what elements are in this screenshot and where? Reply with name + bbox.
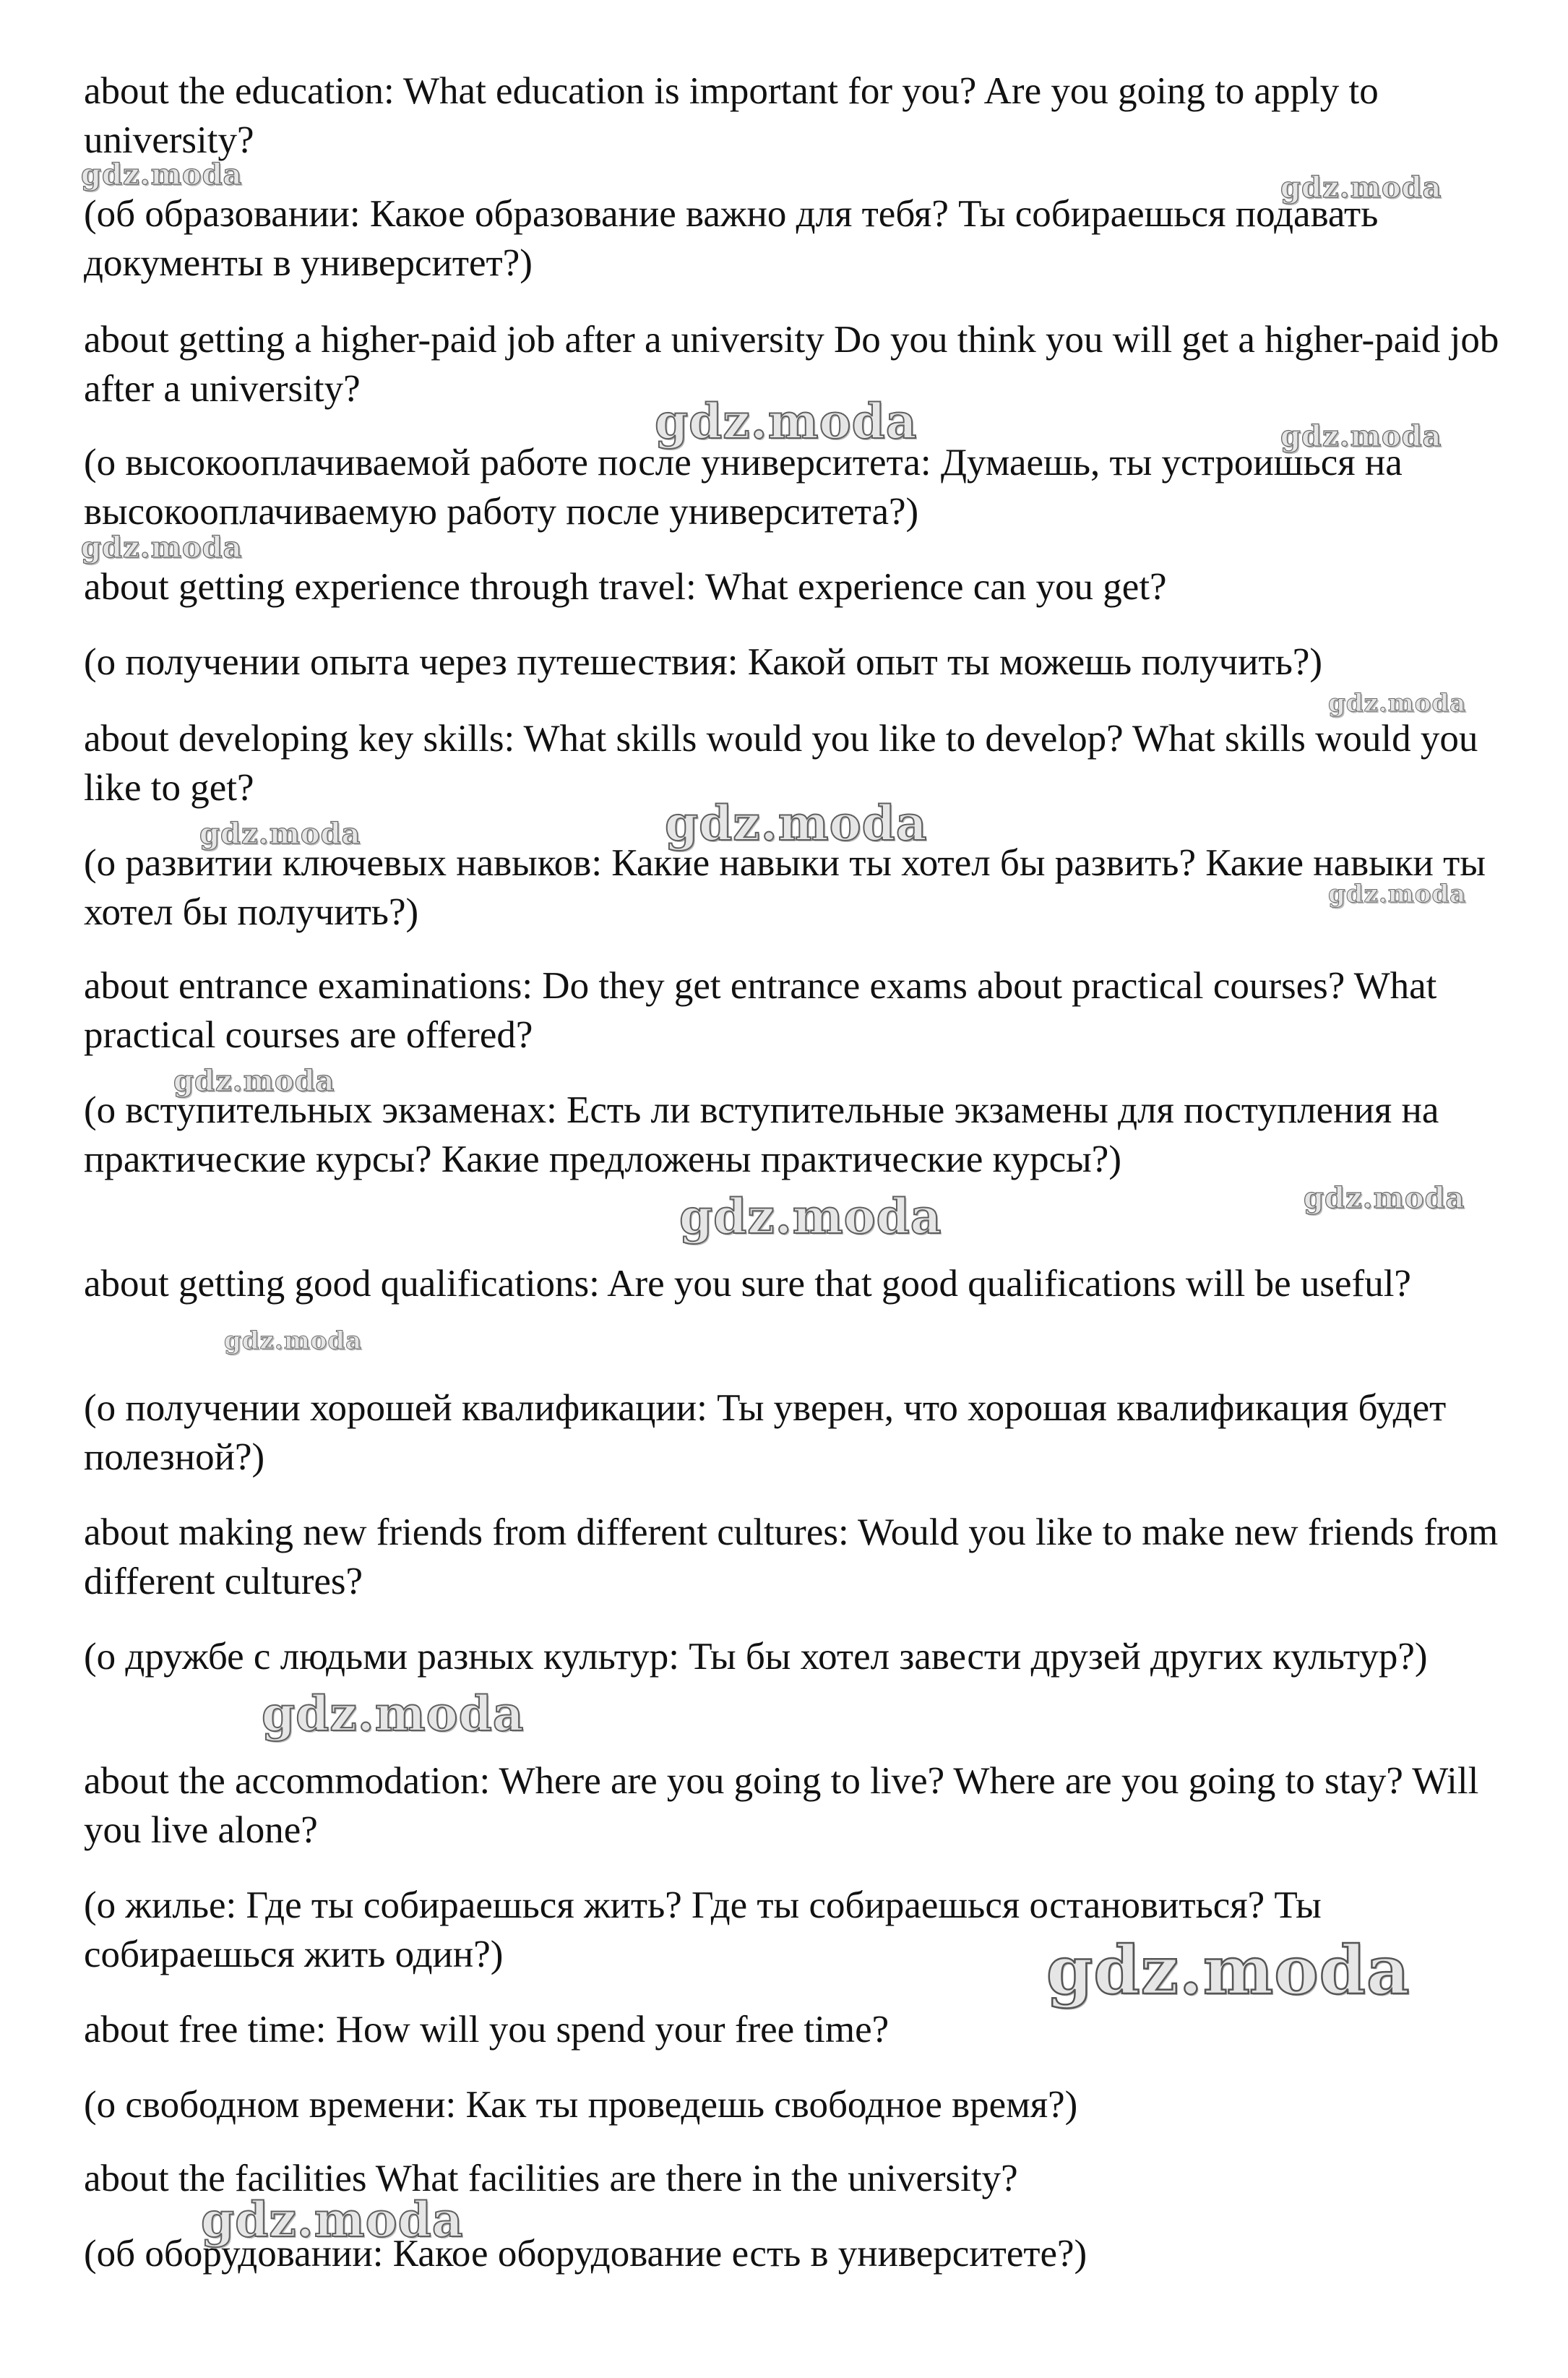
watermark: gdz.moda xyxy=(173,1064,335,1098)
paragraph-qualifications-en: about getting good qualifications: Are you sure that good qualifications will be useful? xyxy=(84,1263,1411,1305)
watermark: gdz.moda xyxy=(262,1686,525,1742)
paragraph-job-en: about getting a higher-paid job after a university Do you think you will get a higher-paid job after a university? xyxy=(84,319,1499,410)
paragraph-qualifications-ru: (о получении хорошей квалификации: Ты уверен, что хорошая квалификация будет полезной?) xyxy=(84,1387,1447,1478)
watermark: gdz.moda xyxy=(679,1188,942,1245)
watermark: gdz.moda xyxy=(199,817,361,851)
paragraph-friends-en: about making new friends from different cultures: Would you like to make new friends from different cultures? xyxy=(84,1511,1499,1602)
paragraph-travel-ru: (о получении опыта через путешествия: Какой опыт ты можешь получить?) xyxy=(84,641,1323,683)
watermark: gdz.moda xyxy=(81,158,243,192)
paragraph-accommodation-ru: (о жилье: Где ты собираешься жить? Где ты собираешься остановиться? Ты собираешься жить один?) xyxy=(84,1884,1322,1975)
paragraph-education-en: about the education: What education is important for you? Are you going to apply to university? xyxy=(84,70,1379,161)
paragraph-freetime-en: about free time: How will you spend your free time? xyxy=(84,2009,889,2051)
paragraph-facilities-en: about the facilities What facilities are there in the university? xyxy=(84,2158,1018,2199)
watermark: gdz.moda xyxy=(655,393,918,450)
paragraph-skills-ru: (о развитии ключевых навыков: Какие навыки ты хотел бы развить? Какие навыки ты хотел бы получить?) xyxy=(84,842,1486,933)
watermark: gdz.moda xyxy=(201,2192,464,2248)
watermark: gdz.moda xyxy=(81,531,243,565)
paragraph-accommodation-en: about the accommodation: Where are you going to live? Where are you going to stay? Will you live alone? xyxy=(84,1760,1479,1851)
paragraph-exams-en: about entrance examinations: Do they get entrance exams about practical courses? What practical courses are offered? xyxy=(84,965,1437,1056)
paragraph-exams-ru: (о вступительных экзаменах: Есть ли вступительные экзамены для поступления на практические курсы? Какие предложены практические курсы?) xyxy=(84,1089,1439,1180)
paragraph-job-ru: (о высокооплачиваемой работе после университета: Думаешь, ты устроишься на высокооплачиваемую работу после университета?) xyxy=(84,442,1403,533)
watermark: gdz.moda xyxy=(1280,419,1442,453)
paragraph-friends-ru: (о дружбе с людьми разных культур: Ты бы хотел завести друзей других культур?) xyxy=(84,1636,1428,1678)
watermark: gdz.moda xyxy=(1280,171,1442,205)
watermark: gdz.moda xyxy=(665,795,928,851)
watermark: gdz.moda xyxy=(1046,1931,1410,2009)
paragraph-skills-en: about developing key skills: What skills would you like to develop? What skills would you like to get? xyxy=(84,718,1478,809)
watermark: gdz.moda xyxy=(1304,1181,1465,1215)
paragraph-facilities-ru: (об оборудовании: Какое оборудование есть в университете?) xyxy=(84,2233,1087,2275)
watermark: gdz.moda xyxy=(224,1326,363,1355)
watermark: gdz.moda xyxy=(1328,689,1467,718)
paragraph-travel-en: about getting experience through travel: What experience can you get? xyxy=(84,566,1167,608)
paragraph-education-ru: (об образовании: Какое образование важно для тебя? Ты собираешься подавать документы в университет?) xyxy=(84,193,1379,284)
paragraph-freetime-ru: (о свободном времени: Как ты проведешь свободное время?) xyxy=(84,2084,1078,2126)
watermark: gdz.moda xyxy=(1328,880,1467,909)
